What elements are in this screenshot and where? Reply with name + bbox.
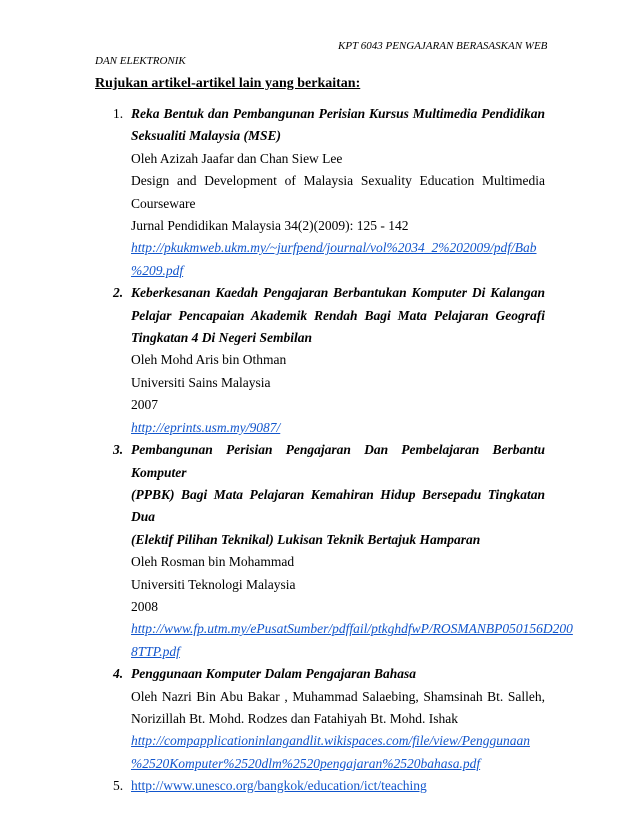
reference-title-line: Pembangunan Perisian Pengajaran Dan Pembelajaran Berbantu Komputer xyxy=(131,442,545,480)
reference-url-link[interactable]: http://eprints.usm.my/9087/ xyxy=(131,419,281,435)
reference-source: Jurnal Pendidikan Malaysia 34(2)(2009): 125 - 142 xyxy=(131,218,409,234)
reference-year: 2007 xyxy=(131,397,158,413)
reference-url-link[interactable]: 8TTP.pdf xyxy=(131,643,180,659)
reference-number: 2. xyxy=(113,285,124,301)
reference-author: Oleh Mohd Aris bin Othman xyxy=(131,352,287,368)
reference-url-link[interactable]: http://pkukmweb.ukm.my/~jurfpend/journal/vol%2034_2%202009/pdf/Bab xyxy=(131,240,537,256)
reference-list xyxy=(95,103,573,798)
reference-institution: Universiti Sains Malaysia xyxy=(131,374,271,390)
reference-title-line: Seksualiti Malaysia (MSE) xyxy=(131,128,282,144)
reference-year: 2008 xyxy=(131,598,158,614)
reference-item-1 xyxy=(95,103,545,282)
reference-item-5 xyxy=(95,775,545,797)
reference-author-line: Oleh Nazri Bin Abu Bakar , Muhammad Salaebing, Shamsinah Bt. Salleh, xyxy=(131,688,545,704)
reference-item-3 xyxy=(95,439,573,663)
reference-institution: Universiti Teknologi Malaysia xyxy=(131,576,296,592)
reference-title-line: Tingkatan 4 Di Negeri Sembilan xyxy=(131,330,313,346)
reference-number: 4. xyxy=(113,666,124,682)
reference-title-line: (PPBK) Bagi Mata Pelajaran Kemahiran Hidup Bersepadu Tingkatan Dua xyxy=(131,486,545,525)
reference-url-link[interactable]: http://www.fp.utm.my/ePusatSumber/pdffail/ptkghdfwP/ROSMANBP050156D200 xyxy=(131,621,573,637)
reference-url-link[interactable]: %2520Komputer%2520dlm%2520pengajaran%2520bahasa.pdf xyxy=(131,755,481,771)
reference-url-link[interactable]: %209.pdf xyxy=(131,262,184,278)
running-header-line2: DAN ELEKTRONIK xyxy=(95,55,186,67)
reference-title-line: Pelajar Pencapaian Akademik Rendah Bagi Mata Pelajaran Geografi xyxy=(131,307,545,323)
reference-author: Oleh Rosman bin Mohammad xyxy=(131,554,295,570)
reference-url-link[interactable]: http://compapplicationinlangandlit.wikispaces.com/file/view/Penggunaan xyxy=(131,733,530,749)
running-header-line1: KPT 6043 PENGAJARAN BERASASKAN WEB xyxy=(338,40,548,52)
reference-description-line: Courseware xyxy=(131,195,196,211)
reference-title-line: (Elektif Pilihan Teknikal) Lukisan Teknik Bertajuk Hamparan xyxy=(131,531,481,547)
reference-number: 5. xyxy=(113,778,124,794)
reference-author-line: Norizillah Bt. Mohd. Rodzes dan Fatahiyah Bt. Mohd. Ishak xyxy=(131,710,458,726)
reference-url-link[interactable]: http://www.unesco.org/bangkok/education/ict/teaching xyxy=(131,778,427,794)
reference-title-line: Keberkesanan Kaedah Pengajaran Berbantukan Komputer Di Kalangan xyxy=(131,285,545,301)
reference-number: 1. xyxy=(113,106,124,121)
reference-item-2 xyxy=(95,282,545,439)
reference-number: 3. xyxy=(113,442,124,458)
reference-item-4 xyxy=(95,663,545,775)
reference-title-line: Penggunaan Komputer Dalam Pengajaran Bahasa xyxy=(131,666,417,682)
reference-description-line: Design and Development of Malaysia Sexuality Education Multimedia xyxy=(131,173,545,189)
reference-author: Oleh Azizah Jaafar dan Chan Siew Lee xyxy=(131,150,343,166)
section-title: Rujukan artikel-artikel lain yang berkaitan: xyxy=(95,76,361,91)
reference-title-line: Reka Bentuk dan Pembangunan Perisian Kursus Multimedia Pendidikan xyxy=(131,106,545,121)
